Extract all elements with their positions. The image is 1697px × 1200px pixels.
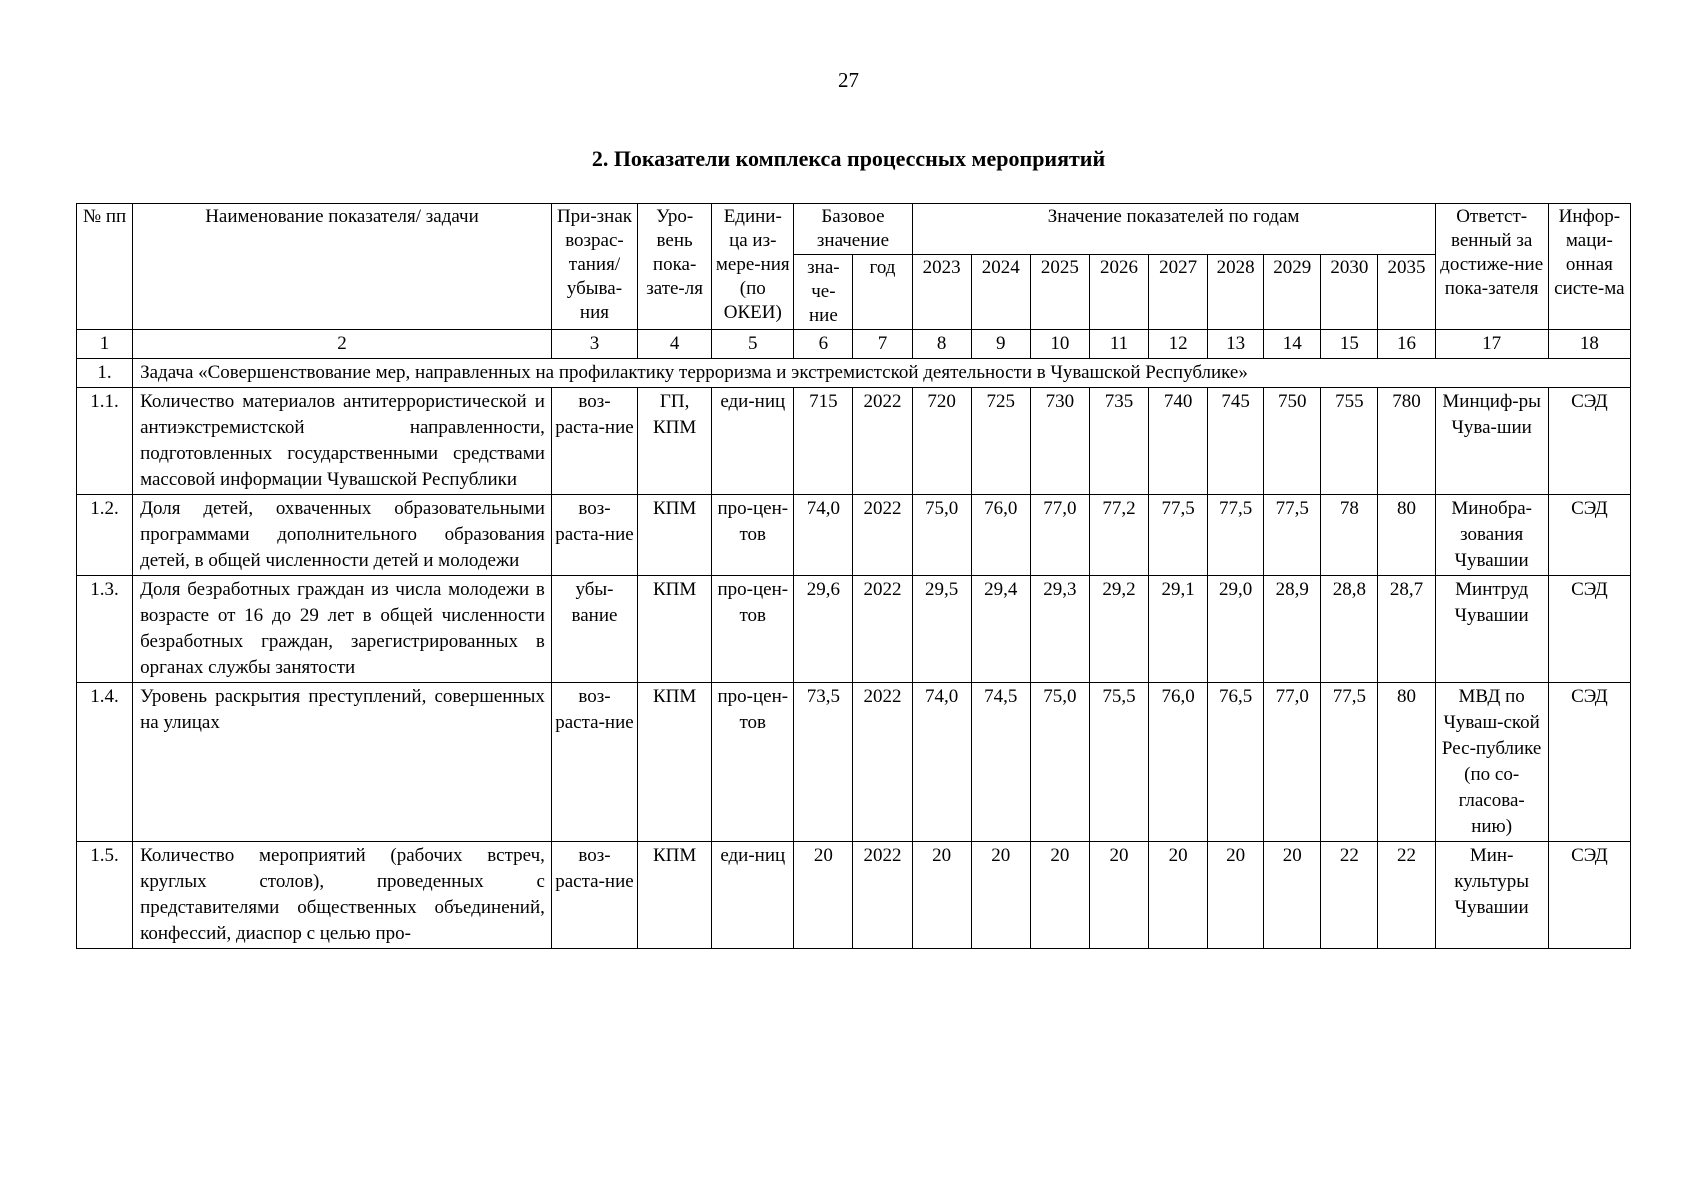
year-value: 735: [1089, 388, 1148, 495]
base-year: 2022: [853, 495, 912, 576]
info-system: СЭД: [1548, 576, 1630, 683]
header-row-1: [77, 204, 1631, 255]
year-value: 77,0: [1264, 683, 1321, 842]
header-level: Уро-вень пока-зате-ля: [638, 204, 712, 330]
year-value: 20: [1089, 842, 1148, 949]
table-row: [77, 683, 1631, 842]
header-year-2023: 2023: [912, 255, 971, 330]
base-year: 2022: [853, 388, 912, 495]
header-name: Наименование показателя/ задачи: [133, 204, 552, 330]
responsible: МВД по Чуваш-ской Рес-публике (по со-гласова-нию): [1435, 683, 1548, 842]
task-num: 1.: [77, 359, 133, 388]
indicator-unit: про-цен-тов: [712, 495, 794, 576]
row-num: 1.5.: [77, 842, 133, 949]
year-value: 74,0: [912, 683, 971, 842]
year-value: 22: [1321, 842, 1378, 949]
row-num: 1.3.: [77, 576, 133, 683]
indicator-unit: еди-ниц: [712, 388, 794, 495]
column-number: 18: [1548, 330, 1630, 359]
column-number: 7: [853, 330, 912, 359]
year-value: 80: [1378, 683, 1435, 842]
indicator-sign: воз-раста-ние: [551, 842, 637, 949]
year-value: 77,5: [1321, 683, 1378, 842]
page-number: 27: [838, 68, 859, 92]
header-year-2026: 2026: [1089, 255, 1148, 330]
column-number: 9: [971, 330, 1030, 359]
year-value: 76,0: [1149, 683, 1208, 842]
indicator-name: Доля безработных граждан из числа молодежи в возрасте от 16 до 29 лет в общей численности безработных граждан, зарегистрированных в органах службы занятости: [133, 576, 552, 683]
indicator-unit: еди-ниц: [712, 842, 794, 949]
responsible: Минциф-ры Чува-шии: [1435, 388, 1548, 495]
year-value: 28,9: [1264, 576, 1321, 683]
base-year: 2022: [853, 683, 912, 842]
indicator-level: ГП, КПМ: [638, 388, 712, 495]
year-value: 725: [971, 388, 1030, 495]
column-number: 15: [1321, 330, 1378, 359]
header-year-2024: 2024: [971, 255, 1030, 330]
header-sign: При-знак возрас-тания/ убыва-ния: [551, 204, 637, 330]
year-value: 28,7: [1378, 576, 1435, 683]
indicator-level: КПМ: [638, 576, 712, 683]
year-value: 20: [1264, 842, 1321, 949]
base-year: 2022: [853, 576, 912, 683]
indicator-name: Доля детей, охваченных образовательными программами дополнительного образования детей, в общей численности детей и молодежи: [133, 495, 552, 576]
column-number: 13: [1208, 330, 1264, 359]
column-number: 6: [794, 330, 853, 359]
row-num: 1.1.: [77, 388, 133, 495]
year-value: 29,3: [1030, 576, 1089, 683]
table-row: [77, 842, 1631, 949]
year-value: 77,2: [1089, 495, 1148, 576]
table-row: [77, 576, 1631, 683]
base-year: 2022: [853, 842, 912, 949]
year-value: 29,5: [912, 576, 971, 683]
year-value: 22: [1378, 842, 1435, 949]
year-value: 75,5: [1089, 683, 1148, 842]
column-number: 5: [712, 330, 794, 359]
indicator-level: КПМ: [638, 683, 712, 842]
column-number: 11: [1089, 330, 1148, 359]
base-value: 73,5: [794, 683, 853, 842]
header-years: Значение показателей по годам: [912, 204, 1435, 255]
indicator-name: Количество мероприятий (рабочих встреч, круглых столов), проведенных с представителями общественных объединений, конфессий, диаспор с целью про-: [133, 842, 552, 949]
header-num: № пп: [77, 204, 133, 330]
responsible: Минтруд Чувашии: [1435, 576, 1548, 683]
year-value: 75,0: [1030, 683, 1089, 842]
year-value: 29,2: [1089, 576, 1148, 683]
row-num: 1.4.: [77, 683, 133, 842]
header-year-2027: 2027: [1149, 255, 1208, 330]
year-value: 80: [1378, 495, 1435, 576]
column-number: 10: [1030, 330, 1089, 359]
section-title: 2. Показатели комплекса процессных мероприятий: [591, 146, 1106, 171]
header-base-value: зна-че-ние: [794, 255, 853, 330]
column-number: 4: [638, 330, 712, 359]
year-value: 29,1: [1149, 576, 1208, 683]
year-value: 28,8: [1321, 576, 1378, 683]
indicator-sign: убы-вание: [551, 576, 637, 683]
header-year-2025: 2025: [1030, 255, 1089, 330]
year-value: 740: [1149, 388, 1208, 495]
year-value: 20: [1208, 842, 1264, 949]
header-year-2030: 2030: [1321, 255, 1378, 330]
header-base: Базовое значение: [794, 204, 912, 255]
indicator-sign: воз-раста-ние: [551, 388, 637, 495]
header-responsible: Ответст-венный за достиже-ние пока-зателя: [1435, 204, 1548, 330]
responsible: Минобра-зования Чувашии: [1435, 495, 1548, 576]
year-value: 730: [1030, 388, 1089, 495]
header-year-2035: 2035: [1378, 255, 1435, 330]
column-numbers-row: [77, 330, 1631, 359]
header-year-2029: 2029: [1264, 255, 1321, 330]
year-value: 29,0: [1208, 576, 1264, 683]
column-number: 8: [912, 330, 971, 359]
year-value: 77,5: [1208, 495, 1264, 576]
year-value: 20: [1030, 842, 1089, 949]
indicator-sign: воз-раста-ние: [551, 495, 637, 576]
year-value: 77,5: [1264, 495, 1321, 576]
year-value: 78: [1321, 495, 1378, 576]
row-num: 1.2.: [77, 495, 133, 576]
year-value: 755: [1321, 388, 1378, 495]
column-number: 2: [133, 330, 552, 359]
indicator-level: КПМ: [638, 842, 712, 949]
indicator-name: Количество материалов антитеррористической и антиэкстремистской направленности, подготовленных государственными средствами массовой информации Чувашской Республики: [133, 388, 552, 495]
year-value: 29,4: [971, 576, 1030, 683]
task-row: [77, 359, 1631, 388]
year-value: 74,5: [971, 683, 1030, 842]
year-value: 20: [912, 842, 971, 949]
year-value: 77,5: [1149, 495, 1208, 576]
base-value: 29,6: [794, 576, 853, 683]
header-base-year: год: [853, 255, 912, 330]
column-number: 17: [1435, 330, 1548, 359]
column-number: 16: [1378, 330, 1435, 359]
year-value: 750: [1264, 388, 1321, 495]
column-number: 14: [1264, 330, 1321, 359]
indicator-unit: про-цен-тов: [712, 683, 794, 842]
year-value: 77,0: [1030, 495, 1089, 576]
year-value: 745: [1208, 388, 1264, 495]
info-system: СЭД: [1548, 842, 1630, 949]
year-value: 20: [1149, 842, 1208, 949]
column-number: 3: [551, 330, 637, 359]
table-row: [77, 388, 1631, 495]
responsible: Мин-культуры Чувашии: [1435, 842, 1548, 949]
task-text: Задача «Совершенствование мер, направленных на профилактику терроризма и экстремистской деятельности в Чувашской Республике»: [133, 359, 1631, 388]
indicator-level: КПМ: [638, 495, 712, 576]
base-value: 20: [794, 842, 853, 949]
column-number: 1: [77, 330, 133, 359]
table-row: [77, 495, 1631, 576]
indicators-table: [76, 203, 1631, 949]
header-info-system: Инфор-маци-онная систе-ма: [1548, 204, 1630, 330]
year-value: 75,0: [912, 495, 971, 576]
base-value: 715: [794, 388, 853, 495]
year-value: 76,5: [1208, 683, 1264, 842]
indicator-sign: воз-раста-ние: [551, 683, 637, 842]
info-system: СЭД: [1548, 683, 1630, 842]
info-system: СЭД: [1548, 388, 1630, 495]
header-unit: Едини-ца из-мере-ния (по ОКЕИ): [712, 204, 794, 330]
info-system: СЭД: [1548, 495, 1630, 576]
base-value: 74,0: [794, 495, 853, 576]
year-value: 720: [912, 388, 971, 495]
year-value: 76,0: [971, 495, 1030, 576]
indicator-name: Уровень раскрытия преступлений, совершенных на улицах: [133, 683, 552, 842]
year-value: 780: [1378, 388, 1435, 495]
column-number: 12: [1149, 330, 1208, 359]
header-year-2028: 2028: [1208, 255, 1264, 330]
year-value: 20: [971, 842, 1030, 949]
indicator-unit: про-цен-тов: [712, 576, 794, 683]
